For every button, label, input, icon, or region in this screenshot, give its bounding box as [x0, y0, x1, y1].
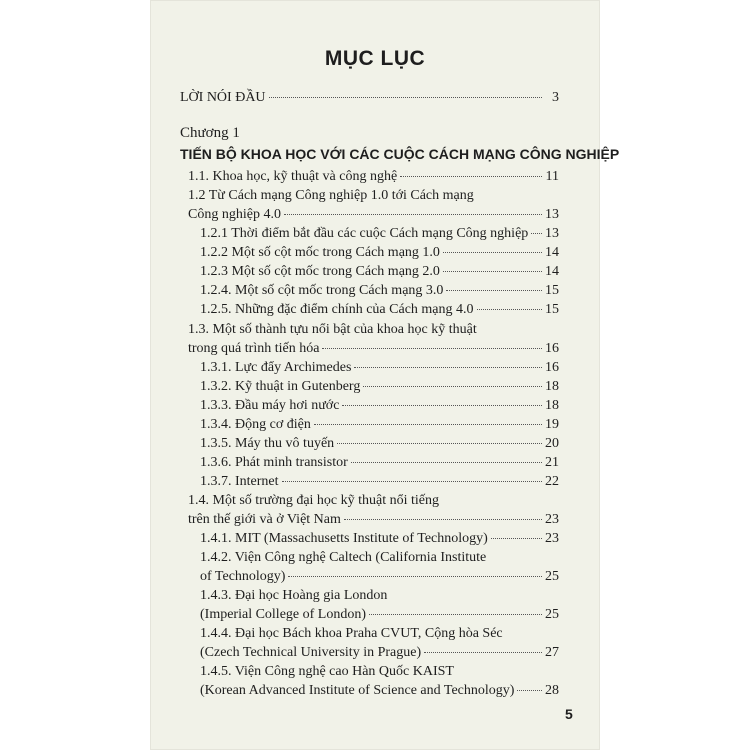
toc-entry-page: 16: [545, 341, 559, 356]
toc-entry: [200, 283, 559, 303]
dot-leader: [344, 518, 542, 520]
toc-entry: [200, 550, 486, 570]
toc-entry-page: 19: [545, 417, 559, 432]
dot-leader: [446, 289, 542, 291]
toc-entry-page: 23: [545, 531, 559, 546]
dot-leader: [342, 404, 542, 406]
toc-entry-text: 1.4. Một số trường đại học kỹ thuật nổi tiếng: [188, 493, 440, 508]
toc-entry: [200, 360, 559, 380]
toc-entry-text: (Korean Advanced Institute of Science and Technology): [200, 683, 515, 698]
toc-entry-text: 1.3.3. Đầu máy hơi nước: [200, 398, 340, 413]
toc-entry-page: 27: [545, 645, 559, 660]
toc-entry: [200, 226, 559, 246]
toc-entry-page: 18: [545, 379, 559, 394]
dot-leader: [531, 232, 542, 234]
toc-entry-text: LỜI NÓI ĐẦU: [180, 90, 266, 105]
toc-entry-page: 20: [545, 436, 559, 451]
toc-entry-page: 14: [545, 245, 559, 260]
toc-entry-text: 1.4.4. Đại học Bách khoa Praha CVUT, Cộng hòa Séc: [200, 626, 503, 641]
toc-entry-page: 15: [545, 283, 559, 298]
toc-entry-text: 1.4.2. Viện Công nghệ Caltech (California Institute: [200, 550, 487, 565]
page-number: 5: [565, 706, 573, 722]
toc-entry: [200, 455, 559, 475]
dot-leader: [282, 480, 542, 482]
toc-entry-page: 22: [545, 474, 559, 489]
toc-entry-text: 1.3.6. Phát minh transistor: [200, 455, 348, 470]
toc-entry: [200, 531, 559, 551]
toc-entry-text: 1.4.5. Viện Công nghệ cao Hàn Quốc KAIST: [200, 664, 454, 679]
toc-entry-page: 16: [545, 360, 559, 375]
toc-entry: [188, 512, 559, 532]
toc-entry-text: 1.3. Một số thành tựu nổi bật của khoa học kỹ thuật: [188, 322, 477, 337]
toc-entry: [200, 379, 559, 399]
dot-leader: [363, 385, 542, 387]
toc-entry: [188, 207, 559, 227]
toc-entry-page: 18: [545, 398, 559, 413]
toc-entry: [188, 493, 439, 513]
toc-entry: [200, 436, 559, 456]
toc-entry-page: 25: [545, 607, 559, 622]
toc-entry-text: Công nghiệp 4.0: [188, 207, 281, 222]
toc-entry: [200, 245, 559, 265]
dot-leader: [314, 423, 542, 425]
toc-entry-page: 13: [545, 207, 559, 222]
dot-leader: [424, 651, 542, 653]
toc-entry-text: 1.3.2. Kỹ thuật in Gutenberg: [200, 379, 361, 394]
toc-entry-text: 1.3.1. Lực đẩy Archimedes: [200, 360, 352, 375]
dot-leader: [351, 461, 542, 463]
dot-leader: [354, 366, 542, 368]
dot-leader: [443, 270, 542, 272]
toc-entry: [200, 588, 387, 608]
toc-entry: [200, 607, 559, 627]
toc-entry-text: 1.3.7. Internet: [200, 474, 279, 489]
toc-entry-page: 13: [545, 226, 559, 241]
toc-entry-text: of Technology): [200, 569, 286, 584]
toc-entry: [200, 302, 559, 322]
toc-entry: [200, 626, 503, 646]
toc-entry: [188, 322, 477, 342]
page-title: MỤC LỤC: [324, 47, 426, 70]
dot-leader: [477, 308, 542, 310]
toc-entry-text: (Czech Technical University in Prague): [200, 645, 422, 660]
toc-entry: [188, 169, 559, 189]
toc-entry-text: (Imperial College of London): [200, 607, 367, 622]
toc-entry-text: 1.4.3. Đại học Hoàng gia London: [200, 588, 388, 603]
toc-entry-page: 3: [552, 90, 559, 105]
toc-entry-page: 14: [545, 264, 559, 279]
toc-entry: [200, 474, 559, 494]
toc-entry: [200, 417, 559, 437]
toc-entry: [200, 645, 559, 665]
toc-entry-text: 1.2.3 Một số cột mốc trong Cách mạng 2.0: [200, 264, 440, 279]
toc-entry-page: 11: [545, 169, 559, 184]
toc-entry-text: trên thế giới và ở Việt Nam: [188, 512, 341, 527]
toc-entry-text: 1.2.2 Một số cột mốc trong Cách mạng 1.0: [200, 245, 440, 260]
toc-entry-preface: [180, 90, 559, 110]
dot-leader: [337, 442, 542, 444]
toc-entry-page: 28: [545, 683, 559, 698]
book-page: [150, 0, 620, 750]
toc-entry-text: 1.4.1. MIT (Massachusetts Institute of Technology): [200, 531, 488, 546]
dot-leader: [443, 251, 542, 253]
toc-entry-text: 1.1. Khoa học, kỹ thuật và công nghệ: [188, 169, 398, 184]
toc-entry-text: 1.2.4. Một số cột mốc trong Cách mạng 3.0: [200, 283, 444, 298]
chapter-number: Chương 1: [180, 125, 240, 141]
toc-entry-page: 23: [545, 512, 559, 527]
toc-entry-text: 1.3.4. Động cơ điện: [200, 417, 311, 432]
toc-entry-text: 1.2.1 Thời điểm bắt đầu các cuộc Cách mạng Công nghiệp: [200, 226, 529, 241]
toc-entry-text: trong quá trình tiến hóa: [188, 341, 320, 356]
dot-leader: [269, 96, 542, 98]
toc-entry: [188, 341, 559, 361]
toc-entry: [200, 664, 454, 684]
dot-leader: [491, 537, 542, 539]
toc-entry-page: 15: [545, 302, 559, 317]
dot-leader: [369, 613, 542, 615]
toc-entry: [200, 569, 559, 589]
toc-entry-page: 25: [545, 569, 559, 584]
toc-entry-text: 1.2 Từ Cách mạng Công nghiệp 1.0 tới Cách mạng: [188, 188, 474, 203]
toc-entry: [200, 683, 559, 703]
dot-leader: [400, 175, 542, 177]
toc-entry: [200, 264, 559, 284]
toc-entry-text: 1.2.5. Những đặc điểm chính của Cách mạng 4.0: [200, 302, 474, 317]
toc-entry: [200, 398, 559, 418]
dot-leader: [322, 347, 542, 349]
dot-leader: [288, 575, 542, 577]
toc-entry-text: 1.3.5. Máy thu vô tuyến: [200, 436, 335, 451]
dot-leader: [284, 213, 542, 215]
dot-leader: [517, 689, 542, 691]
chapter-title: TIẾN BỘ KHOA HỌC VỚI CÁC CUỘC CÁCH MẠNG CÔNG NGHIỆP: [180, 146, 620, 162]
toc-entry: [188, 188, 474, 208]
toc-entry-page: 21: [545, 455, 559, 470]
